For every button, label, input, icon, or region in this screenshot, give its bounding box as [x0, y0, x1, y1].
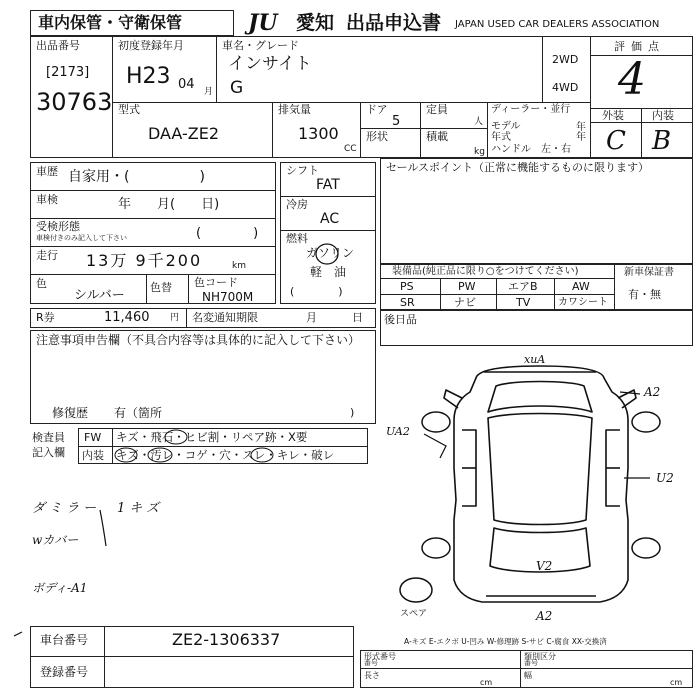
cooling-label: 冷房	[286, 198, 308, 211]
color-code-label: 色コード	[194, 276, 238, 289]
naisou-text: キズ・汚レ・コゲ・穴・スレ・キレ・破レ	[116, 448, 335, 462]
mileage-unit: km	[232, 261, 246, 271]
doors-label: ドア	[366, 103, 388, 116]
handle-label: ハンドル 左・右	[491, 144, 571, 155]
notice-label: 名変通知期限	[192, 311, 258, 324]
width-unit: cm	[670, 678, 683, 687]
shift-value: FAT	[316, 177, 340, 193]
warranty-label: 新車保証書	[624, 267, 674, 278]
registration-label: 初度登録年月	[118, 39, 184, 52]
capacity-unit: 人	[474, 117, 484, 127]
handwritten-line-1: ダミラー 1キズ	[32, 501, 164, 516]
sales-point-label: セールスポイント（正常に機能するものに限ります）	[386, 161, 650, 174]
registration-month: 04	[178, 77, 195, 92]
lot-sub-number: [2173]	[46, 65, 90, 80]
year-unit-2: 年	[576, 132, 586, 143]
damage-legend: A-キズ E-エクボ U-凹み W-修理跡 S-サビ C-腐食 XX-交換済	[404, 637, 607, 646]
naisou-label: 内装	[82, 449, 104, 462]
mileage-value: 13万 9千200	[86, 251, 203, 270]
reg-number-label: 登録番号	[40, 665, 89, 679]
load-unit: kg	[474, 147, 485, 157]
model-value: DAA-ZE2	[148, 124, 220, 143]
registration-year: H23	[126, 64, 171, 89]
inspection-label: 車検	[36, 193, 58, 206]
interior-label: 内装	[652, 109, 674, 122]
fuel-diesel: 軽 油	[310, 265, 347, 279]
inspection-value: 年 月( 日)	[118, 197, 220, 212]
color-change-label: 色替	[150, 281, 172, 294]
repair-value: 有（箇所	[114, 406, 163, 420]
shift-label: シフト	[286, 164, 319, 177]
repair-paren-close: )	[350, 406, 355, 419]
drive-4wd: 4WD	[552, 81, 579, 94]
equip-aw: AW	[572, 280, 590, 293]
rating-label: 評価点	[614, 40, 665, 53]
equip-power-seat: カワシート	[558, 297, 608, 308]
car-name: インサイト	[228, 54, 312, 74]
warranty-value: 有・無	[628, 288, 661, 301]
handwritten-line-2: wカバー	[32, 533, 79, 547]
repair-label: 修復歴	[52, 406, 89, 420]
color-value: シルバー	[74, 288, 125, 303]
chassis-label: 車台番号	[40, 633, 89, 647]
car-grade: G	[230, 78, 244, 98]
dealer-label: ディーラー・並行	[491, 104, 571, 115]
notes-label: 注意事項申告欄（不具合内容等は具体的に記入して下さい）	[36, 333, 361, 347]
year-unit-1: 年	[576, 122, 586, 133]
logo-region: 愛知	[296, 12, 335, 34]
fuel-gasoline: ガソリン	[306, 246, 355, 260]
mark-a2-bottom: A2	[536, 609, 553, 623]
rear-items-label: 後日品	[384, 313, 417, 326]
doors-value: 5	[392, 114, 401, 129]
lot-label: 出品番号	[36, 39, 80, 52]
dim-number-label: 番号	[364, 659, 378, 667]
model-label: 型式	[118, 103, 140, 116]
chassis-value: ZE2-1306337	[172, 630, 281, 649]
rating-value: 4	[618, 54, 646, 105]
displacement-value: 1300	[298, 124, 339, 143]
handwritten-line-3: ボディ-A1	[32, 581, 88, 595]
equipment-label: 装備品(純正品に限り○をつけてください)	[392, 266, 579, 277]
equip-navi: ナビ	[454, 296, 476, 309]
notice-day: 日	[352, 311, 363, 324]
fuel-paren: ( )	[290, 285, 343, 298]
equip-airbag: エアB	[508, 280, 538, 293]
model-year-label: モデル 年式	[491, 121, 521, 143]
history-label: 車歴	[36, 165, 58, 178]
width-label: 幅	[524, 671, 532, 680]
mark-u2-right: U2	[656, 471, 674, 485]
history-value: 自家用・( )	[68, 169, 205, 185]
lot-number: 30763	[36, 88, 113, 116]
displacement-label: 排気量	[278, 103, 311, 116]
inspector-label: 検査員	[32, 431, 65, 444]
acceptance-note: 車検付きのみ記入して下さい	[36, 234, 127, 242]
fw-text: キズ・飛石・ヒビ割・リペア跡・X要	[116, 430, 308, 444]
equip-tv: TV	[516, 296, 531, 309]
notice-month: 月	[306, 311, 317, 324]
cooling-value: AC	[320, 211, 340, 227]
fw-label: FW	[84, 431, 102, 444]
fuel-label: 燃料	[286, 232, 308, 245]
dim-number-label-2: 番号	[524, 659, 538, 667]
exterior-grade: C	[606, 126, 626, 156]
shape-number-label: 形式番号	[364, 652, 396, 661]
displacement-unit: CC	[344, 144, 357, 154]
recycle-yen: 円	[170, 313, 180, 323]
load-label: 積載	[426, 130, 448, 143]
equip-ps: PS	[400, 280, 414, 293]
color-label: 色	[36, 277, 47, 290]
registration-month-unit: 月	[204, 87, 214, 97]
storage-title: 車内保管・守衛保管	[38, 13, 183, 32]
recycle-label: R券	[36, 311, 55, 324]
length-label: 長さ	[364, 671, 380, 680]
acceptance-paren: ( )	[196, 226, 259, 241]
equip-pw: PW	[458, 280, 476, 293]
interior-grade: B	[652, 126, 672, 156]
category-label: 類別区分	[524, 652, 556, 661]
mark-top: xuA	[524, 353, 546, 366]
mark-a2-right: A2	[644, 385, 661, 399]
entry-label: 記入欄	[32, 446, 65, 459]
length-unit: cm	[480, 678, 493, 687]
car-name-label: 車名・グレード	[222, 39, 299, 52]
spare-label: スペア	[400, 609, 428, 619]
color-code-value: NH700M	[202, 290, 254, 304]
exterior-label: 外装	[602, 109, 624, 122]
equip-sr: SR	[400, 296, 415, 309]
document-title: 出品申込書	[346, 12, 442, 34]
mileage-label: 走行	[36, 249, 58, 262]
mark-ua2: UA2	[386, 425, 410, 438]
shape-label: 形状	[366, 130, 388, 143]
ju-logo: JU	[248, 10, 278, 36]
recycle-amount: 11,460	[104, 310, 150, 325]
drive-2wd: 2WD	[552, 53, 579, 66]
capacity-label: 定員	[426, 103, 448, 116]
acceptance-label: 受検形態	[36, 220, 80, 233]
association-name: JAPAN USED CAR DEALERS ASSOCIATION	[455, 19, 660, 30]
mark-v2: V2	[536, 559, 553, 573]
